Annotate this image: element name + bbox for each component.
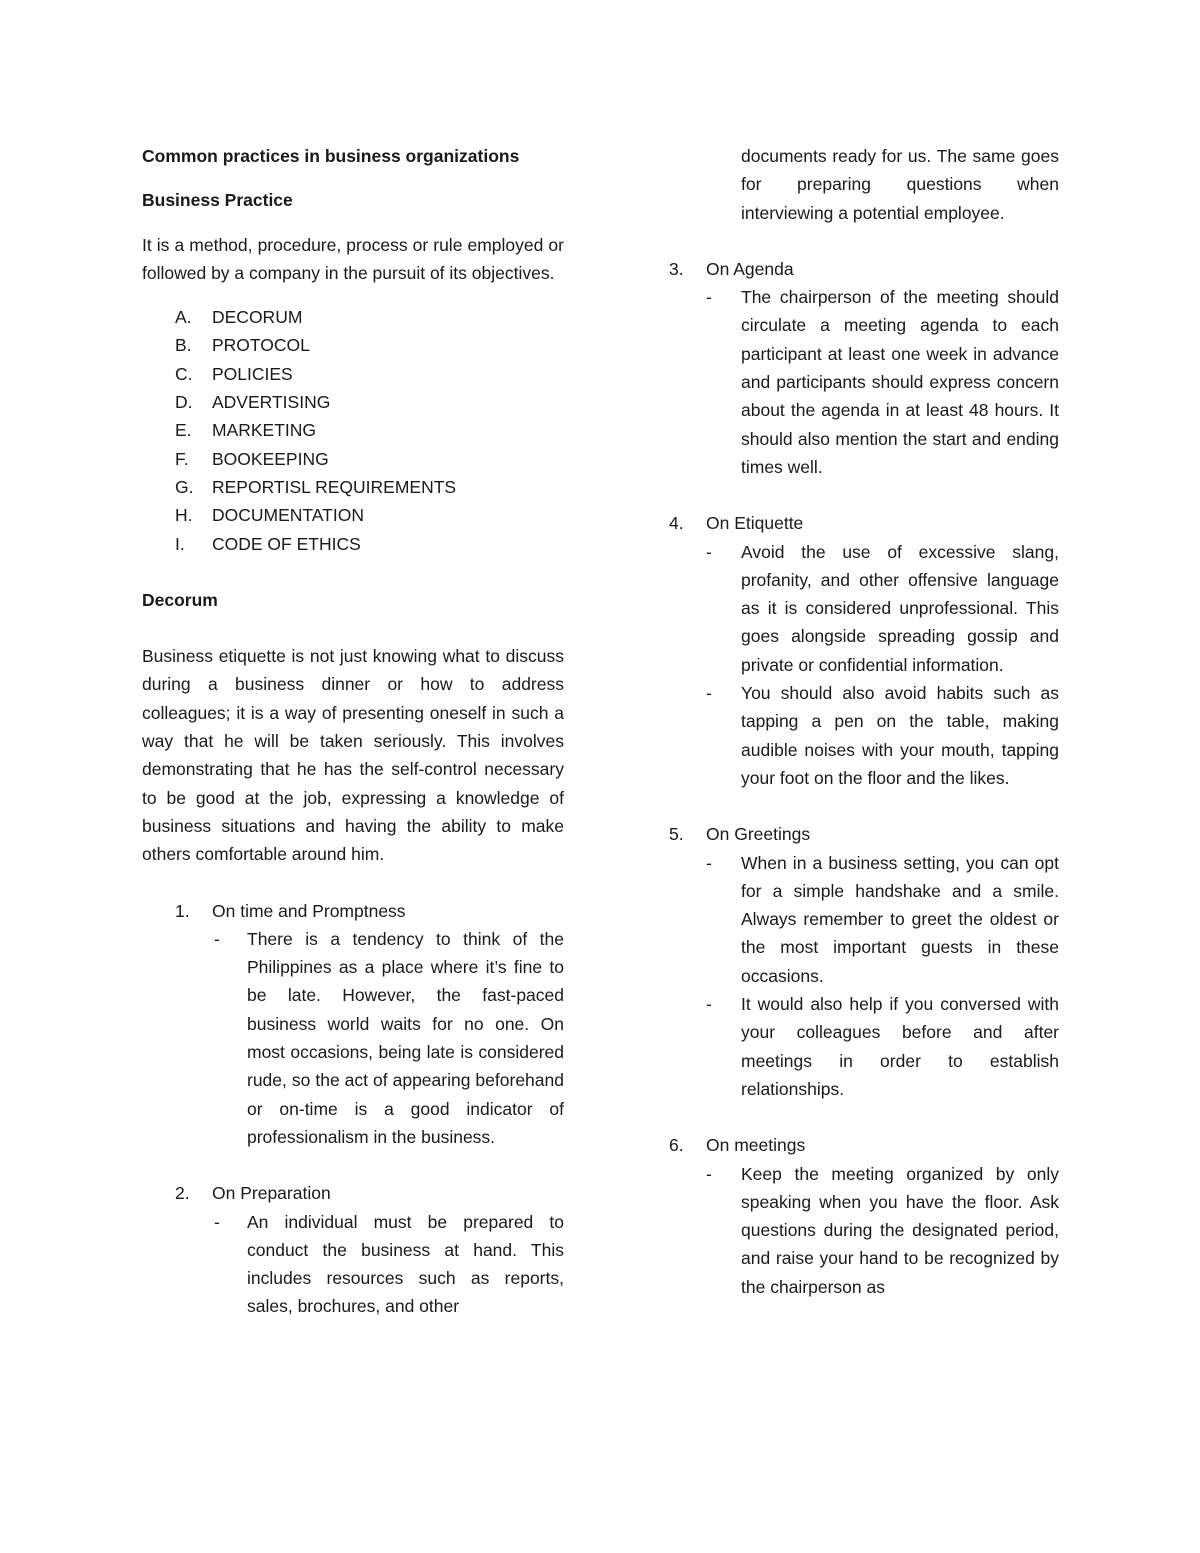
bullet-item: - You should also avoid habits such as tapping a pen on the table, making audible noises with your mouth, tapping your foot on the floor and the likes. — [706, 683, 1059, 788]
list-item: G. REPORTISL REQUIREMENTS — [175, 476, 457, 497]
list-item: D. ADVERTISING — [175, 392, 331, 413]
bullet-item: - The chairperson of the meeting should circulate a meeting agenda to each participant at least one week in advance and participants should express concern about the agenda in at least 48 hours. It should also mention the start and ending times well. — [706, 287, 1059, 477]
document-title: Common practices in business organizations — [142, 146, 520, 166]
section-meetings: 6. On meetings — [669, 1135, 806, 1156]
section-greetings: 5. On Greetings — [669, 824, 811, 845]
list-item: I. CODE OF ETHICS — [175, 533, 361, 554]
section-preparation: 2. On Preparation — [175, 1183, 331, 1204]
business-practice-definition: It is a method, procedure, process or rule employed or followed by a company in the pursuit of its objectives. — [142, 234, 564, 283]
bullet-item: - It would also help if you conversed with your colleagues before and after meetings in order to establish relationships. — [706, 994, 1059, 1099]
business-practice-heading: Business Practice — [142, 190, 293, 211]
decorum-heading: Decorum — [142, 589, 218, 610]
bullet-item: - When in a business setting, you can opt for a simple handshake and a smile. Always remember to greet the oldest or the most important guests in these occasions. — [706, 852, 1059, 986]
list-item: E. MARKETING — [175, 420, 317, 441]
section-agenda: 3. On Agenda — [669, 258, 794, 279]
bullet-item: - Avoid the use of excessive slang, profanity, and other offensive language as it is considered unprofessional. This goes alongside spreading gossip and private or confidential information. — [706, 541, 1059, 675]
list-item: C. POLICIES — [175, 363, 293, 384]
bullet-item: - There is a tendency to think of the Philippines as a place where it’s fine to be late. However, the fast-paced business world waits for no one. On most occasions, being late is considered rude, so the act of appearing beforehand or on-time is a good indicator of professionalism in the business. — [214, 928, 564, 1147]
section-etiquette: 4. On Etiquette — [669, 513, 804, 534]
preparation-continued: documents ready for us. The same goes for preparing questions when interviewing a potential employee. — [741, 146, 1059, 223]
bullet-item: - Keep the meeting organized by only speaking when you have the floor. Ask questions during the designated period, and raise your hand to be recognized by the chairperson as — [706, 1163, 1059, 1297]
decorum-paragraph: Business etiquette is not just knowing what to discuss during a business dinner or how to address colleagues; it is a way of presenting oneself in such a way that he will be taken seriously. This involves demonstrating that he has the self-control necessary to be good at the job, expressing a knowledge of business situations and having the ability to make others comfortable around him. — [142, 646, 564, 865]
list-item: H. DOCUMENTATION — [175, 505, 364, 526]
section-time-promptness: 1. On time and Promptness — [175, 900, 406, 921]
right-column — [669, 142, 1059, 1301]
list-item: F. BOOKEEPING — [175, 448, 329, 469]
practices-list — [142, 303, 564, 558]
list-item: A. DECORUM — [175, 307, 303, 328]
left-column — [142, 142, 564, 1321]
list-item: B. PROTOCOL — [175, 335, 310, 356]
bullet-item: - An individual must be prepared to conduct the business at hand. This includes resources such as reports, sales, brochures, and other — [214, 1211, 564, 1317]
